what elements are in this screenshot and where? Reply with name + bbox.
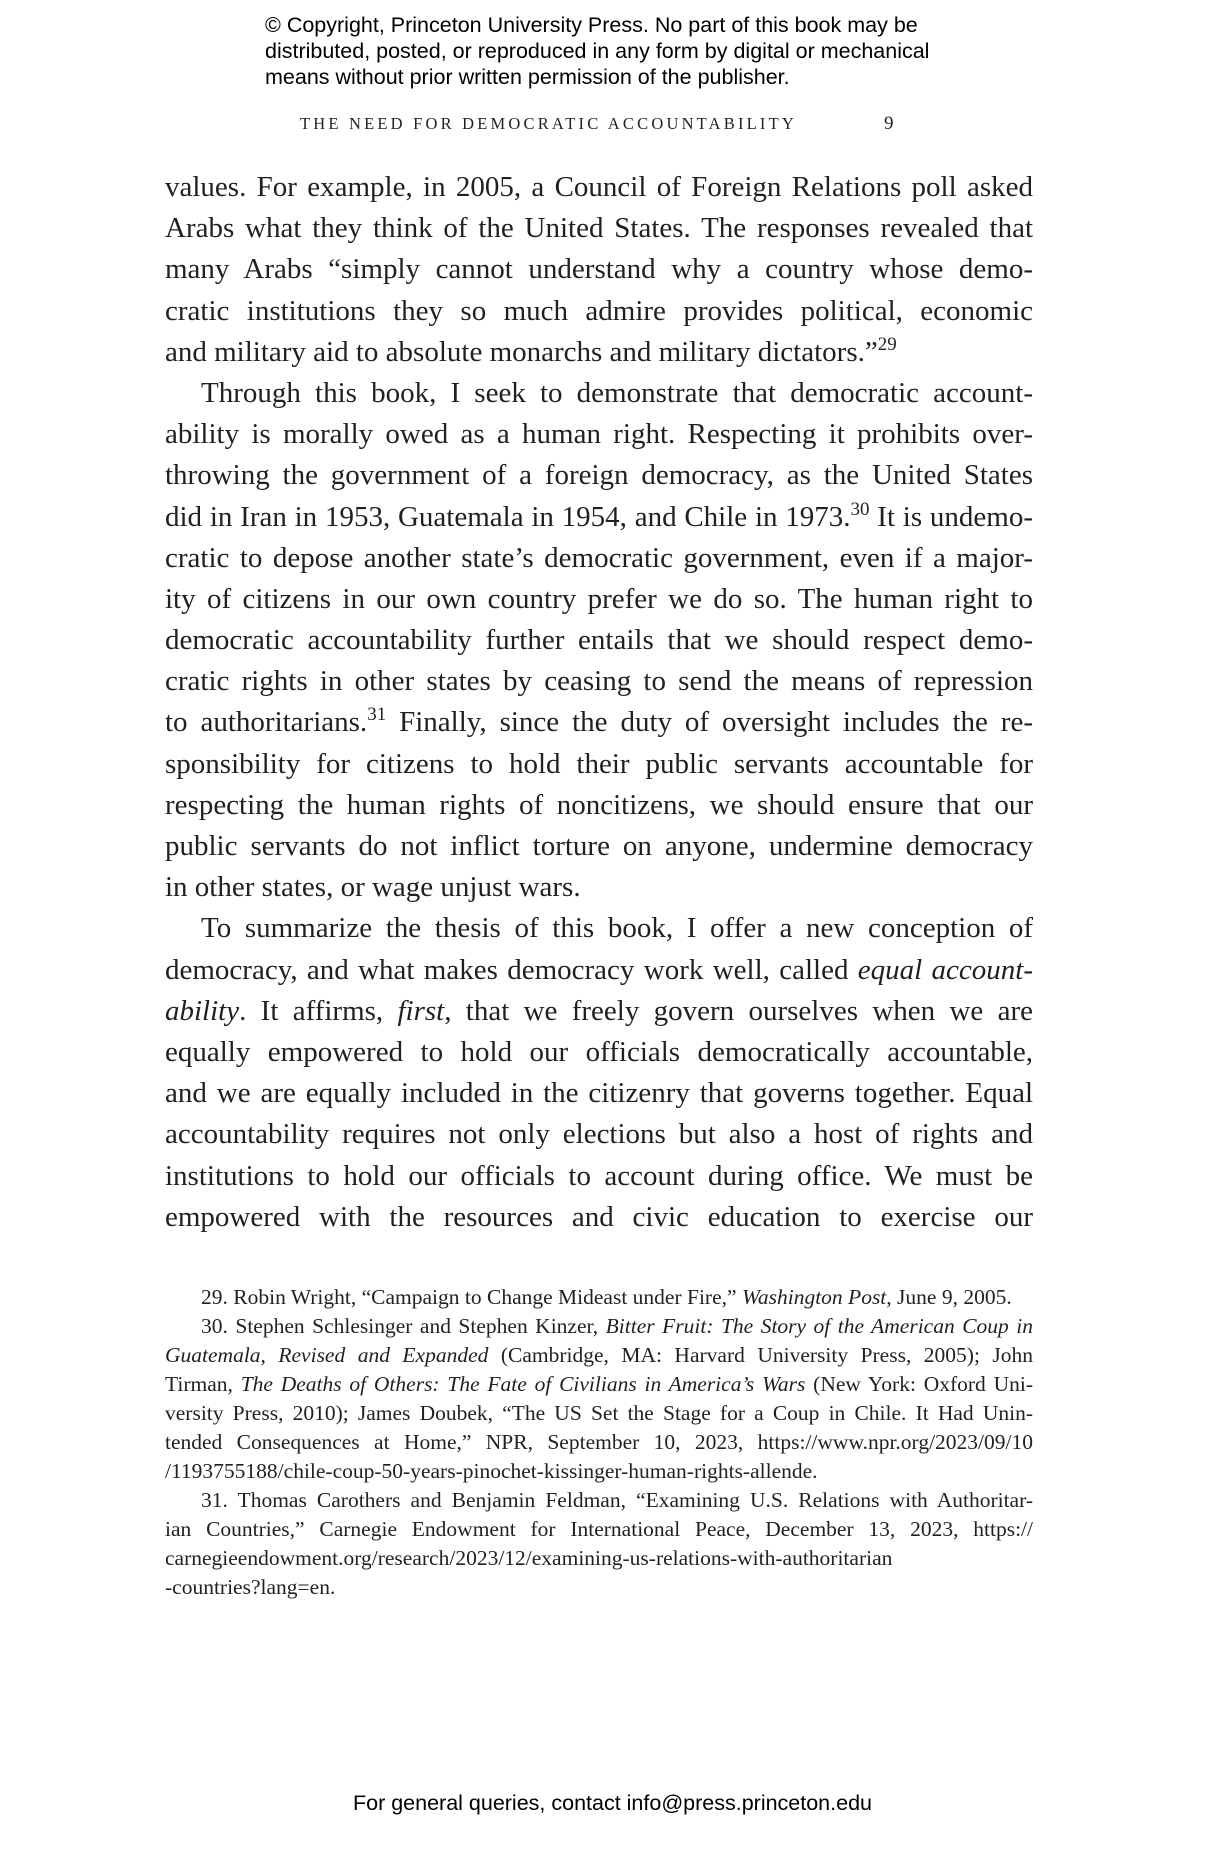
body-line: democracy, and what makes democracy work well, called equal account- <box>165 953 1034 986</box>
npr-url-part[interactable]: tended Consequences at Home,” NPR, September 10, 2023, https://www.npr.org/2023/09/10 <box>165 1430 1033 1454</box>
running-head: THE NEED FOR DEMOCRATIC ACCOUNTABILITY <box>300 114 798 133</box>
body-line: accountability requires not only elections but also a host of rights and <box>165 1118 1033 1151</box>
body-text <box>165 167 1033 1238</box>
copyright-line: means without prior written permission of the publisher. <box>265 65 790 89</box>
footnote-line: Guatemala, Revised and Expanded (Cambridge, MA: Harvard University Press, 2005); John <box>165 1343 1033 1367</box>
body-line: many Arabs “simply cannot understand why a country whose demo- <box>165 253 1033 286</box>
body-line: throwing the government of a foreign democracy, as the United States <box>165 459 1033 492</box>
body-line: Through this book, I seek to demonstrate that democratic account- <box>201 376 1033 409</box>
footnote-line <box>165 1457 1033 1486</box>
body-line: empowered with the resources and civic education to exercise our <box>165 1200 1033 1233</box>
body-line: institutions to hold our officials to account during office. We must be <box>165 1159 1033 1192</box>
footnote-ref-29[interactable]: 29 <box>877 333 897 355</box>
carnegie-url-part[interactable]: carnegieendowment.org/research/2023/12/examining-us-relations-with-authoritarian <box>165 1546 893 1570</box>
footnote-line <box>165 1544 1033 1573</box>
footnote-ref-31[interactable]: 31 <box>367 704 387 726</box>
page-number: 9 <box>884 113 894 134</box>
body-line: respecting the human rights of noncitizens, we should ensure that our <box>165 788 1033 821</box>
body-line: ity of citizens in our own country prefer we do so. The human right to <box>165 582 1033 615</box>
body-line: ability. It affirms, first, that we freely govern ourselves when we are <box>165 994 1033 1027</box>
body-line: values. For example, in 2005, a Council of Foreign Relations poll asked <box>165 171 1033 203</box>
footnotes <box>165 1283 1033 1602</box>
body-line: did in Iran in 1953, Guatemala in 1954, and Chile in 1973.30 It is undemo- <box>165 498 1033 533</box>
body-line: in other states, or wage unjust wars. <box>165 871 581 904</box>
body-line: equally empowered to hold our officials democratically accountable, <box>165 1035 1033 1068</box>
footnote-line <box>165 1428 1033 1457</box>
footnote-29: 29. Robin Wright, “Campaign to Change Mideast under Fire,” Washington Post, June 9, 2005. <box>201 1285 1012 1309</box>
footnote-30: 30. Stephen Schlesinger and Stephen Kinzer, Bitter Fruit: The Story of the American Coup in <box>201 1314 1033 1338</box>
body-line: sponsibility for citizens to hold their public servants accountable for <box>165 747 1033 780</box>
body-line: and we are equally included in the citizenry that governs together. Equal <box>165 1077 1033 1110</box>
footnote-line: ian Countries,” Carnegie Endowment for International Peace, December 13, 2023, https:// <box>165 1517 1033 1541</box>
footnote-31: 31. Thomas Carothers and Benjamin Feldman, “Examining U.S. Relations with Authoritar- <box>201 1488 1033 1512</box>
body-line: public servants do not inflict torture on anyone, undermine democracy <box>165 830 1033 862</box>
body-line: cratic rights in other states by ceasing to send the means of repression <box>165 665 1033 698</box>
footer-contact: For general queries, contact info@press.princeton.edu <box>352 1791 872 1815</box>
footnote-ref-30[interactable]: 30 <box>850 498 870 520</box>
copyright-notice <box>265 12 1025 90</box>
body-line: Arabs what they think of the United States. The responses revealed that <box>165 212 1033 245</box>
copyright-line: © Copyright, Princeton University Press. No part of this book may be <box>265 13 918 37</box>
footnote-line: Tirman, The Deaths of Others: The Fate of Civilians in America’s Wars (New York: Oxford Uni- <box>165 1372 1033 1396</box>
copyright-line: distributed, posted, or reproduced in any form by digital or mechanical <box>265 39 930 63</box>
body-line: democratic accountability further entails that we should respect demo- <box>165 624 1033 657</box>
footnote-line <box>165 1573 1033 1602</box>
body-line: ability is morally owed as a human right. Respecting it prohibits over- <box>165 418 1033 451</box>
body-line: To summarize the thesis of this book, I offer a new conception of <box>201 912 1033 945</box>
npr-url-part[interactable]: /1193755188/chile-coup-50-years-pinochet-kissinger-human-rights-allende. <box>165 1459 818 1483</box>
body-line: to authoritarians.$^{31}$ Finally, since the duty of oversight includes the re- <box>165 704 1033 739</box>
body-line: and military aid to absolute monarchs and military dictators.”$^{29}$ <box>165 333 897 368</box>
carnegie-url-part[interactable]: -countries?lang=en. <box>165 1575 336 1599</box>
body-line: cratic institutions they so much admire provides political, economic <box>165 294 1033 327</box>
body-line: cratic to depose another state’s democratic government, even if a major- <box>165 541 1033 574</box>
footnote-line: versity Press, 2010); James Doubek, “The US Set the Stage for a Coup in Chile. It Had Unin- <box>165 1401 1033 1425</box>
